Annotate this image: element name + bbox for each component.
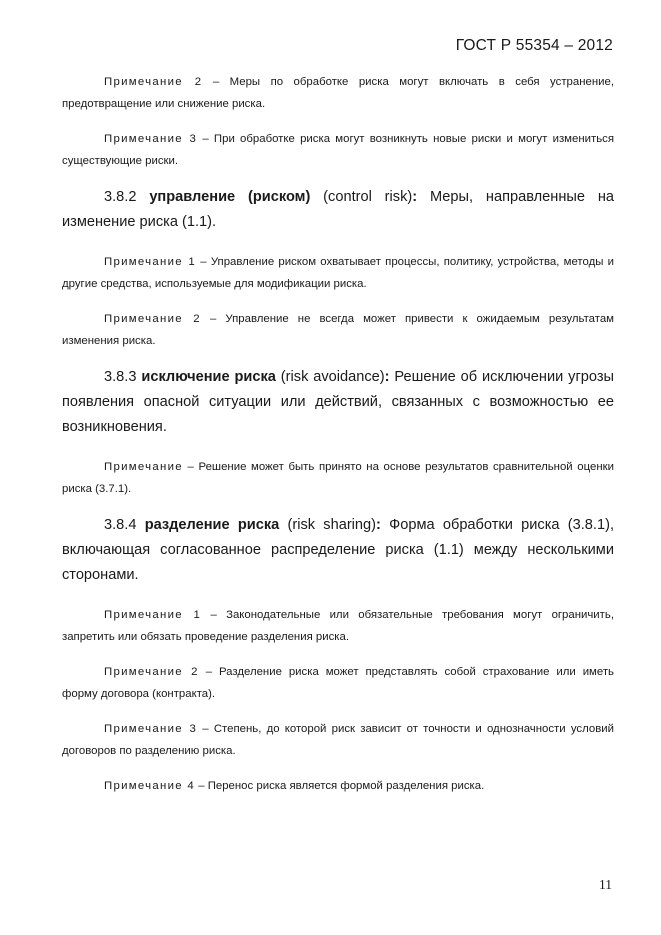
note-label: Примечание 1	[104, 256, 197, 268]
note-label: Примечание 4	[104, 780, 196, 792]
note-paragraph	[62, 128, 614, 172]
term-number: 3.8.3	[104, 369, 142, 385]
term-definition	[62, 185, 614, 235]
note-text: – Управление не всегда может привести к ожидаемым результатам изменения риска.	[62, 313, 614, 347]
term-name: разделение риска	[144, 517, 280, 533]
term-number: 3.8.2	[104, 189, 150, 205]
term-number: 3.8.4	[104, 517, 145, 533]
note-label: Примечание 1	[104, 609, 202, 621]
note-label: Примечание 2	[104, 666, 199, 678]
term-definition-text: Решение об исключении угрозы появления опасной ситуации или действий, связанных с возможностью ее возникновения.	[62, 369, 615, 435]
note-paragraph	[62, 251, 614, 295]
note-paragraph	[62, 661, 614, 705]
note-paragraph	[62, 775, 614, 797]
term-definition-text: Меры, направленные на изменение риска (1.1).	[62, 189, 615, 230]
term-definition-text: Форма обработки риска (3.8.1), включающая согласованное распределение риска (1.1) между несколькими сторонами.	[62, 517, 614, 583]
term-english: (control risk)	[310, 189, 413, 205]
term-english: (risk sharing)	[279, 517, 377, 533]
term-english: (risk avoidance)	[275, 369, 385, 385]
note-label: Примечание 2	[104, 76, 203, 88]
note-label: Примечание 2	[104, 313, 201, 325]
term-colon: :	[376, 517, 381, 533]
term-definition	[62, 513, 614, 588]
note-text: – При обработке риска могут возникнуть новые риски и могут измениться существующие риски.	[62, 133, 615, 167]
note-label: Примечание 3	[104, 723, 198, 735]
note-text: – Степень, до которой риск зависит от точности и однозначности условий договоров по разделению риска.	[62, 723, 614, 757]
page-body	[62, 71, 614, 810]
term-name: управление (риском)	[149, 189, 311, 205]
term-colon: :	[412, 189, 418, 205]
note-text: – Управление риском охватывает процессы, политику, устройства, методы и другие средства, используемые для модификации риска.	[62, 256, 614, 290]
page-number: 11	[599, 877, 612, 892]
term-colon: :	[384, 369, 390, 385]
note-text: – Разделение риска может представлять собой страхование или иметь форму договора (контракта).	[62, 666, 614, 700]
note-text: – Меры по обработке риска могут включать в себя устранение, предотвращение или снижение риска.	[62, 76, 614, 110]
note-label: Примечание	[104, 461, 183, 473]
note-label: Примечание 3	[104, 133, 198, 145]
note-paragraph	[62, 308, 614, 352]
term-name: исключение риска	[141, 369, 276, 385]
note-text: – Законодательные или обязательные требования могут ограничить, запретить или обязать проведение разделения риска.	[62, 609, 614, 643]
note-paragraph	[62, 718, 614, 762]
note-paragraph	[62, 456, 614, 500]
document-standard-id: ГОСТ Р 55354 – 2012	[455, 37, 613, 54]
note-text: – Перенос риска является формой разделения риска.	[195, 780, 485, 792]
note-text: – Решение может быть принято на основе результатов сравнительной оценки риска (3.7.1).	[62, 461, 614, 495]
note-paragraph	[62, 604, 614, 648]
note-paragraph	[62, 71, 614, 115]
term-definition	[62, 365, 614, 440]
